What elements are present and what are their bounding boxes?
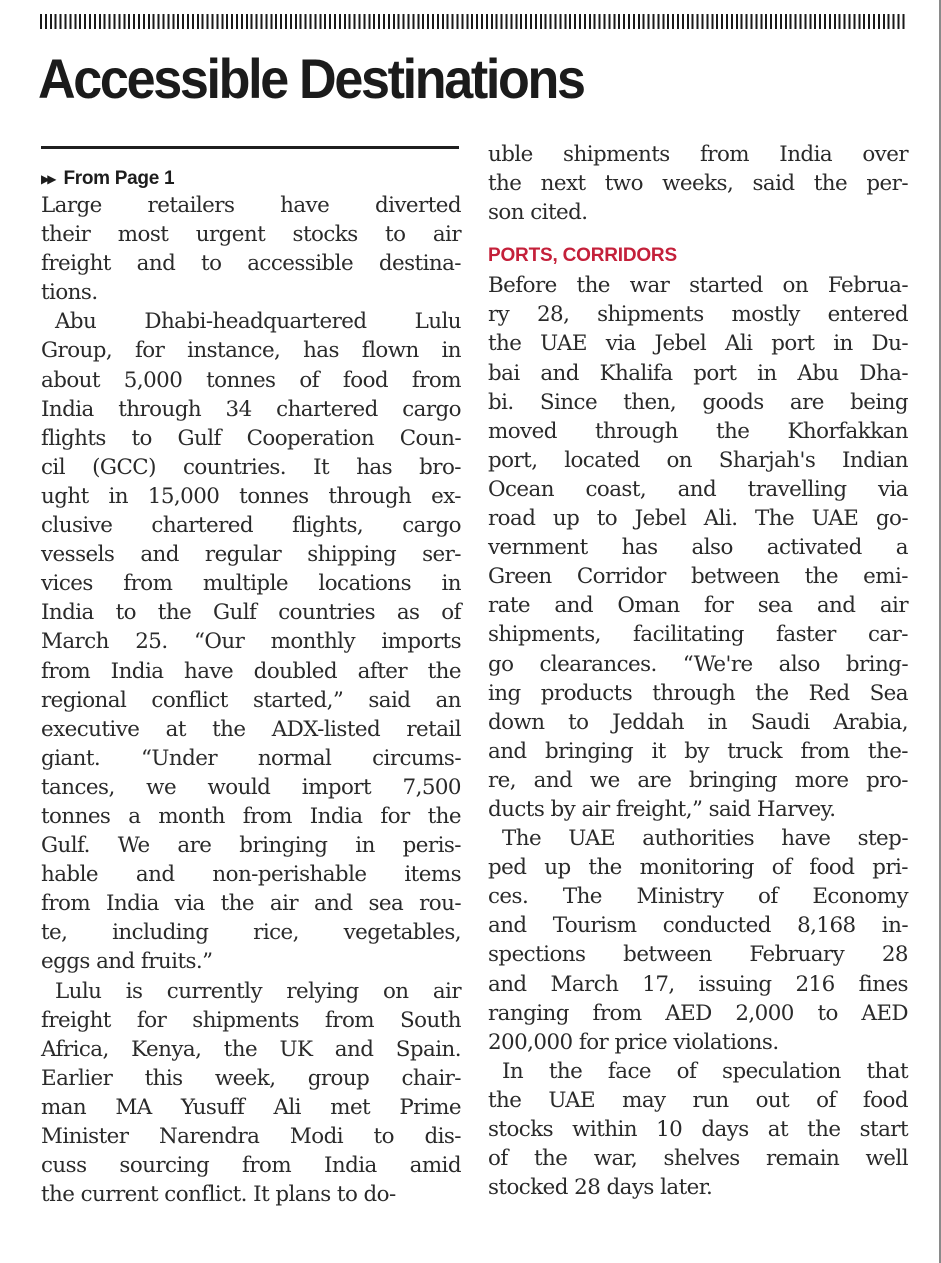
paragraph bbox=[41, 307, 461, 976]
text-line: eggs and fruits.” bbox=[41, 949, 213, 975]
headline: Accessible Destinations bbox=[38, 47, 584, 110]
text-line: 200,000 for price violations. bbox=[488, 1029, 779, 1055]
text-line: ducts by air freight,” said Harvey. bbox=[488, 796, 836, 822]
text-line: ing products through the Red Sea bbox=[488, 680, 908, 706]
text-line: from India via the air and sea rou- bbox=[41, 891, 461, 917]
text-line: uble shipments from India over bbox=[488, 142, 908, 167]
text-line: about 5,000 tonnes of food from bbox=[41, 367, 461, 393]
section-subhead: PORTS, CORRIDORS bbox=[488, 245, 677, 267]
text-line: Before the war started on Februa- bbox=[488, 273, 908, 299]
text-line: Group, for instance, has flown in bbox=[41, 338, 461, 364]
paragraph bbox=[488, 140, 908, 227]
text-line: Ocean coast, and travelling via bbox=[488, 476, 908, 502]
text-line: son cited. bbox=[488, 200, 588, 226]
text-line: clusive chartered flights, cargo bbox=[41, 513, 461, 539]
text-line: shipments, facilitating faster car- bbox=[488, 622, 908, 648]
column-top-rule bbox=[41, 146, 459, 149]
text-line: rate and Oman for sea and air bbox=[488, 593, 908, 619]
text-line: Abu Dhabi-headquartered Lulu bbox=[55, 309, 461, 335]
text-line: and bringing it by truck from the- bbox=[488, 738, 908, 764]
text-line: Earlier this week, group chair- bbox=[41, 1065, 461, 1091]
text-line: vices from multiple locations in bbox=[41, 571, 461, 597]
text-line: March 25. “Our monthly imports bbox=[41, 629, 461, 655]
text-line: ry 28, shipments mostly entered bbox=[488, 302, 908, 328]
text-line: the current conflict. It plans to do- bbox=[41, 1182, 396, 1208]
text-line: Gulf. We are bringing in peris- bbox=[41, 833, 461, 859]
text-line: road up to Jebel Ali. The UAE go- bbox=[488, 506, 908, 532]
text-line: tions. bbox=[41, 280, 98, 306]
text-line: their most urgent stocks to air bbox=[41, 222, 461, 248]
paragraph bbox=[488, 824, 908, 1057]
text-line: Green Corridor between the emi- bbox=[488, 564, 908, 590]
text-line: regional conflict started,” said an bbox=[41, 687, 461, 713]
text-line: bi. Since then, goods are being bbox=[488, 389, 908, 415]
text-line: from India have doubled after the bbox=[41, 658, 461, 684]
text-line: tonnes a month from India for the bbox=[41, 803, 461, 829]
text-line: giant. “Under normal circums- bbox=[41, 745, 461, 771]
text-line: go clearances. “We're also bring- bbox=[488, 651, 908, 677]
text-line: tances, we would import 7,500 bbox=[41, 774, 461, 800]
text-line: stocks within 10 days at the start bbox=[488, 1117, 908, 1142]
text-line: the next two weeks, said the per- bbox=[488, 171, 908, 197]
double-triangle-right-icon: ▶▶ bbox=[41, 172, 54, 186]
text-line: The UAE authorities have step- bbox=[502, 826, 908, 852]
text-line: port, located on Sharjah's Indian bbox=[488, 447, 908, 473]
jump-line bbox=[41, 167, 461, 191]
left-column-body bbox=[41, 191, 461, 1209]
text-line: Lulu is currently relying on air bbox=[55, 978, 461, 1004]
text-line: bai and Khalifa port in Abu Dha- bbox=[488, 360, 908, 386]
left-column bbox=[41, 140, 461, 1209]
text-line: and March 17, issuing 216 fines bbox=[488, 971, 908, 997]
right-column-body bbox=[488, 271, 908, 1202]
text-line: te, including rice, vegetables, bbox=[41, 920, 461, 946]
text-line: Large retailers have diverted bbox=[41, 193, 461, 218]
text-line: cuss sourcing from India amid bbox=[41, 1153, 461, 1179]
text-line: spections between February 28 bbox=[488, 942, 908, 968]
right-column bbox=[488, 140, 908, 1202]
text-line: of the war, shelves remain well bbox=[488, 1146, 908, 1172]
text-line: ped up the monitoring of food pri- bbox=[488, 855, 908, 881]
text-line: man MA Yusuff Ali met Prime bbox=[41, 1094, 461, 1120]
decorative-barcode-rule bbox=[40, 14, 905, 29]
text-line: India to the Gulf countries as of bbox=[41, 600, 461, 626]
text-line: down to Jeddah in Saudi Arabia, bbox=[488, 709, 908, 735]
text-line: stocked 28 days later. bbox=[488, 1175, 713, 1201]
continuation-paragraph bbox=[488, 140, 908, 227]
text-line: flights to Gulf Cooperation Coun- bbox=[41, 425, 461, 451]
jump-line-label: From Page 1 bbox=[63, 168, 175, 189]
text-line: moved through the Khorfakkan bbox=[488, 418, 908, 444]
text-line: re, and we are bringing more pro- bbox=[488, 767, 908, 793]
text-line: freight for shipments from South bbox=[41, 1007, 461, 1033]
text-line: hable and non-perishable items bbox=[41, 862, 461, 888]
text-line: ught in 15,000 tonnes through ex- bbox=[41, 483, 461, 509]
paragraph bbox=[488, 271, 908, 824]
text-line: In the face of speculation that bbox=[502, 1058, 908, 1084]
text-line: executive at the ADX-listed retail bbox=[41, 716, 461, 742]
text-line: vessels and regular shipping ser- bbox=[41, 542, 461, 568]
text-line: freight and to accessible destina- bbox=[41, 251, 461, 277]
text-line: Africa, Kenya, the UK and Spain. bbox=[41, 1036, 461, 1062]
paragraph bbox=[488, 1057, 908, 1202]
text-line: cil (GCC) countries. It has bro- bbox=[41, 454, 461, 480]
text-line: the UAE via Jebel Ali port in Du- bbox=[488, 331, 908, 357]
text-line: ces. The Ministry of Economy bbox=[488, 884, 908, 910]
text-line: and Tourism conducted 8,168 in- bbox=[488, 913, 908, 939]
paragraph bbox=[41, 977, 461, 1210]
text-line: Minister Narendra Modi to dis- bbox=[41, 1124, 461, 1149]
text-line: the UAE may run out of food bbox=[488, 1087, 908, 1113]
text-line: vernment has also activated a bbox=[488, 535, 908, 561]
paragraph bbox=[41, 191, 461, 307]
text-line: ranging from AED 2,000 to AED bbox=[488, 1000, 908, 1026]
text-line: India through 34 chartered cargo bbox=[41, 396, 461, 422]
